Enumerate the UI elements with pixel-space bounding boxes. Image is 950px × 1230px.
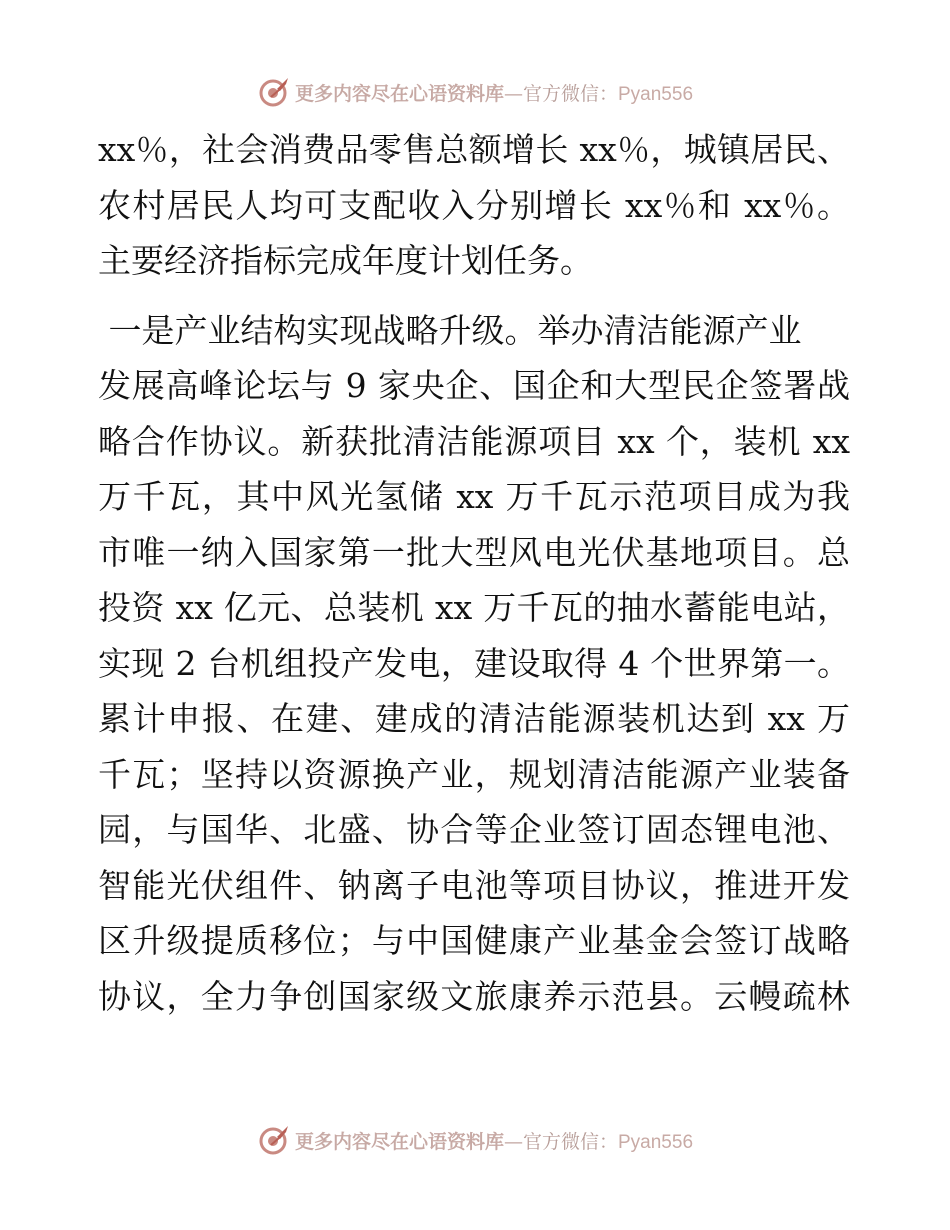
header-banner-wechat-label: 官方微信：: [522, 82, 618, 105]
header-banner-separator: —: [503, 82, 523, 105]
header-banner: [0, 72, 950, 112]
header-banner-wechat-id: Pyan556: [618, 83, 694, 105]
header-banner-text: [295, 79, 693, 106]
footer-banner-main: 更多内容尽在心语资料库: [294, 1130, 504, 1153]
quill-logo-icon: [257, 75, 291, 109]
footer-banner-wechat-label: 官方微信：: [522, 1130, 618, 1153]
header-banner-main: 更多内容尽在心语资料库: [294, 82, 504, 105]
text-line: 千瓦；坚持以资源换产业，规划清洁能源产业装备: [98, 754, 850, 794]
paragraph-2: [98, 303, 850, 1025]
footer-banner-text: [295, 1127, 693, 1154]
footer-banner-wechat-id: Pyan556: [618, 1131, 694, 1153]
paragraph-gap: [98, 289, 850, 303]
text-line: 协议，全力争创国家级文旅康养示范县。云幔疏林: [98, 976, 850, 1016]
text-line: 万千瓦，其中风光氢储 xx 万千瓦示范项目成为我: [98, 477, 850, 516]
text-line: 农村居民人均可支配收入分别增长 xx％和 xx％。: [98, 185, 850, 225]
text-line: 发展高峰论坛与 9 家央企、国企和大型民企签署战: [98, 366, 850, 405]
text-line: 略合作协议。新获批清洁能源项目 xx 个，装机 xx: [98, 421, 850, 461]
text-line: 实现 2 台机组投产发电，建设取得 4 个世界第一。: [98, 643, 850, 683]
text-line: xx％，社会消费品零售总额增长 xx％，城镇居民、: [98, 130, 850, 169]
text-line: 园，与国华、北盛、协合等企业签订固态锂电池、: [98, 810, 850, 849]
footer-banner: [0, 1120, 950, 1160]
text-line: 市唯一纳入国家第一批大型风电光伏基地项目。总: [98, 532, 850, 572]
text-line: 智能光伏组件、钠离子电池等项目协议，推进开发: [98, 865, 850, 905]
quill-logo-icon: [257, 1123, 291, 1157]
text-line: 区升级提质移位；与中国健康产业基金会签订战略: [98, 921, 850, 960]
text-line: 投资 xx 亿元、总装机 xx 万千瓦的抽水蓄能电站，: [98, 588, 850, 627]
text-line: 一是产业结构实现战略升级。举办清洁能源产业: [98, 310, 802, 350]
footer-banner-separator: —: [503, 1130, 523, 1153]
paragraph-1: [98, 122, 850, 289]
text-line: 累计申报、在建、建成的清洁能源装机达到 xx 万: [98, 699, 850, 738]
text-line: 主要经济指标完成年度计划任务。: [98, 241, 593, 280]
document-body: [98, 122, 850, 1024]
